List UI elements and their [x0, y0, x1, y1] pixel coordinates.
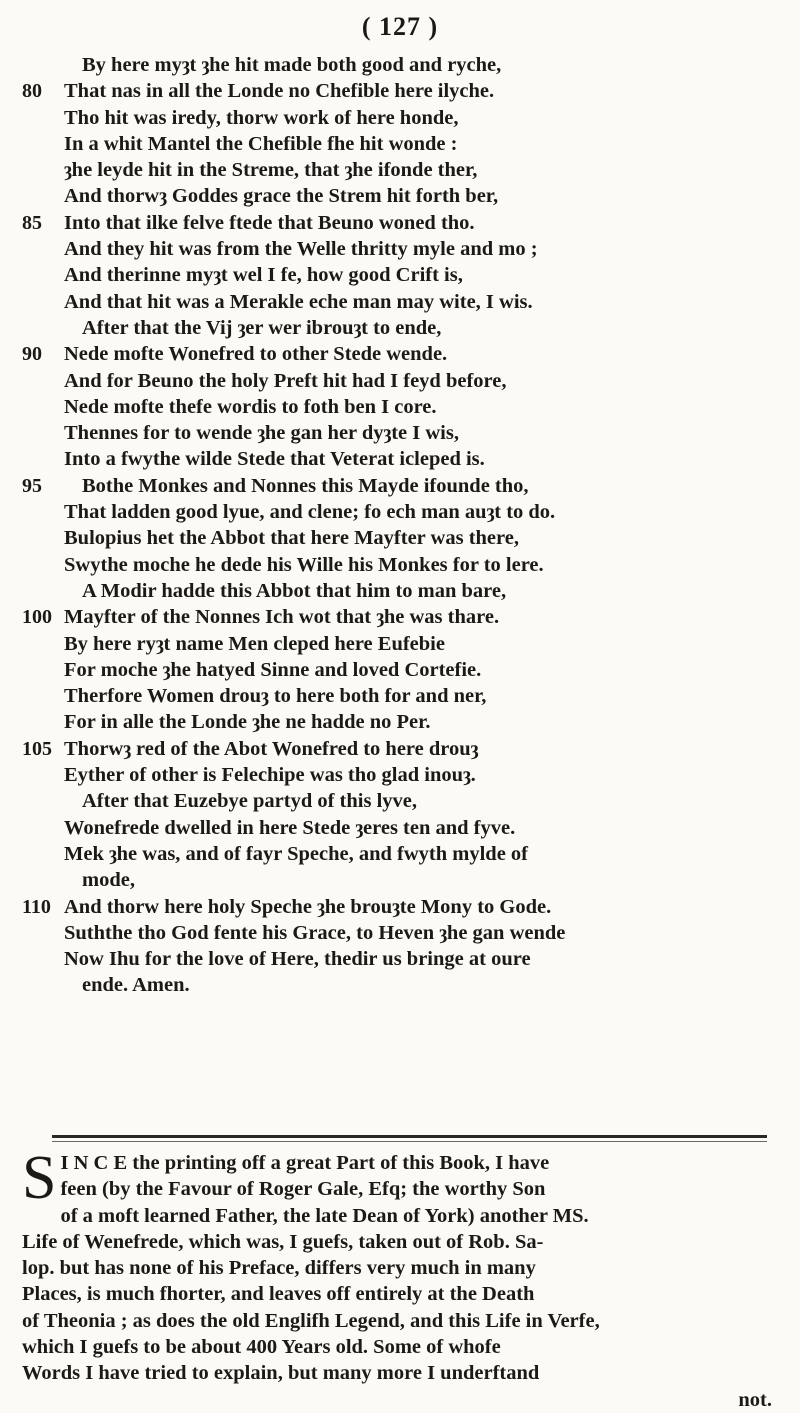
verse-line: [22, 394, 792, 420]
line-number: 110: [22, 895, 51, 918]
prose-catchword: not.: [738, 1388, 772, 1411]
line-number: 85: [22, 211, 42, 234]
verse-line: [22, 525, 792, 551]
line-number: 90: [22, 343, 42, 366]
page-number: ( 127 ): [361, 12, 439, 41]
verse-line: [22, 262, 792, 288]
verse-line: [22, 131, 792, 157]
verse-line: [22, 183, 792, 209]
verse-line: [22, 157, 792, 183]
verse-line-text: By here myȝt ȝhe hit made both good and ryche,: [82, 54, 502, 76]
prose-line: Life of Wenefrede, which was, I guefs, taken out of Rob. Sa-: [22, 1230, 544, 1253]
verse-line: [22, 552, 792, 578]
verse-line: [22, 499, 792, 525]
verse-line-text: Wonefrede dwelled in here Stede ȝeres ten and fyve.: [64, 816, 516, 839]
verse-text: [22, 52, 792, 999]
line-number: 105: [22, 737, 52, 760]
verse-line-text: And therinne myȝt wel I fe, how good Crift is,: [64, 264, 463, 287]
verse-line-text: And for Beuno the holy Preft hit had I feyd before,: [64, 369, 507, 392]
verse-line: [22, 368, 792, 394]
verse-line-text: Therfore Women drouȝ to here both for and ner,: [64, 685, 487, 708]
verse-line-text: Mek ȝhe was, and of fayr Speche, and fwyth mylde of: [64, 842, 528, 865]
verse-line-text: Bulopius het the Abbot that here Mayfter was there,: [64, 527, 519, 550]
verse-line: [22, 709, 792, 735]
verse-line-text: ȝhe leyde hit in the Streme, that ȝhe ifonde ther,: [64, 159, 478, 182]
verse-line-text: Mayfter of the Nonnes Ich wot that ȝhe was thare.: [64, 606, 500, 629]
verse-line-text: And that hit was a Merakle eche man may wite, I wis.: [64, 290, 533, 313]
prose-line: which I guefs to be about 400 Years old. Some of whofe: [22, 1336, 501, 1359]
line-number: 100: [22, 606, 52, 629]
verse-line-text: After that the Vij ȝer wer ibrouȝt to ende,: [82, 316, 442, 339]
verse-line-text: Bothe Monkes and Nonnes this Mayde ifounde tho,: [82, 474, 529, 497]
verse-line: [22, 420, 792, 446]
verse-line: [22, 105, 792, 131]
prose-line: I N C E the printing off a great Part of this Book, I have: [60, 1152, 550, 1174]
verse-line-text: Into a fwythe wilde Stede that Veterat icleped is.: [64, 448, 485, 471]
verse-line: [22, 894, 792, 920]
verse-line-text: After that Euzebye partyd of this lyve,: [82, 790, 417, 813]
verse-line: [22, 657, 792, 683]
drop-cap: S: [22, 1144, 57, 1212]
verse-line: [22, 341, 792, 367]
prose-line: Places, is much fhorter, and leaves off entirely at the Death: [22, 1283, 535, 1306]
verse-line: [22, 631, 792, 657]
verse-line: [22, 972, 792, 998]
verse-line-text: mode,: [82, 869, 135, 892]
verse-line-text: Nede mofte Wonefred to other Stede wende.: [64, 343, 448, 366]
verse-line: [22, 446, 792, 472]
verse-line: [22, 578, 792, 604]
verse-line-text: By here ryȝt name Men cleped here Eufebie: [64, 632, 445, 655]
prose-line: of Theonia ; as does the old Englifh Legend, and this Life in Verfe,: [22, 1309, 600, 1332]
verse-line: [22, 946, 792, 972]
verse-line-text: Suththe tho God fente his Grace, to Heven ȝhe gan wende: [64, 921, 566, 944]
prose-line: lop. but has none of his Preface, differs very much in many: [22, 1257, 536, 1280]
verse-line-text: In a whit Mantel the Chefible fhe hit wonde :: [64, 132, 458, 155]
verse-line: [22, 315, 792, 341]
line-number: 95: [22, 474, 42, 497]
verse-line: [22, 604, 792, 630]
verse-line-text: Into that ilke felve ftede that Beuno woned tho.: [64, 211, 475, 234]
prose-line: Words I have tried to explain, but many more I underftand: [22, 1362, 540, 1385]
prose-line: feen (by the Favour of Roger Gale, Efq; the worthy Son: [60, 1178, 546, 1201]
verse-line: [22, 736, 792, 762]
verse-line-text: That ladden good lyue, and clene; fo ech man auȝt to do.: [64, 501, 556, 524]
prose-paragraph: [22, 1144, 780, 1413]
verse-line-text: Now Ihu for the love of Here, thedir us bringe at oure: [64, 948, 531, 971]
verse-line-text: For in alle the Londe ȝhe ne hadde no Per.: [64, 711, 431, 734]
verse-line-text: Swythe moche he dede his Wille his Monkes for to lere.: [64, 553, 544, 576]
verse-line: [22, 841, 792, 867]
verse-line: [22, 473, 792, 499]
verse-line-text: And they hit was from the Welle thritty myle and mo ;: [64, 238, 538, 261]
verse-line: [22, 683, 792, 709]
prose-line: of a moft learned Father, the late Dean of York) another MS.: [60, 1204, 589, 1227]
verse-line-text: Thorwȝ red of the Abot Wonefred to here drouȝ: [64, 737, 479, 760]
verse-line-text: ende. Amen.: [82, 974, 190, 997]
verse-line-text: Thennes for to wende ȝhe gan her dyȝte I wis,: [64, 422, 459, 445]
verse-line: [22, 867, 792, 893]
verse-line: [22, 78, 792, 104]
verse-line-text: That nas in all the Londe no Chefible here ilyche.: [64, 80, 495, 103]
verse-line-text: For moche ȝhe hatyed Sinne and loved Cortefie.: [64, 658, 482, 681]
verse-line: [22, 788, 792, 814]
verse-line-text: And thorw here holy Speche ȝhe brouȝte Mony to Gode.: [64, 895, 552, 918]
line-number: 80: [22, 80, 42, 103]
verse-line-text: A Modir hadde this Abbot that him to man bare,: [82, 579, 507, 602]
verse-line: [22, 289, 792, 315]
verse-line: [22, 762, 792, 788]
verse-line: [22, 236, 792, 262]
verse-line: [22, 52, 792, 78]
verse-line: [22, 815, 792, 841]
verse-line-text: Nede mofte thefe wordis to foth ben I core.: [64, 395, 437, 418]
verse-line: [22, 920, 792, 946]
verse-line-text: Eyther of other is Felechipe was tho glad inouȝ.: [64, 764, 476, 787]
section-divider-thin: [52, 1141, 767, 1142]
verse-line-text: And thorwȝ Goddes grace the Strem hit forth ber,: [64, 185, 499, 208]
section-divider: [52, 1135, 767, 1138]
verse-line: [22, 210, 792, 236]
verse-line-text: Tho hit was iredy, thorw work of here honde,: [64, 106, 459, 129]
